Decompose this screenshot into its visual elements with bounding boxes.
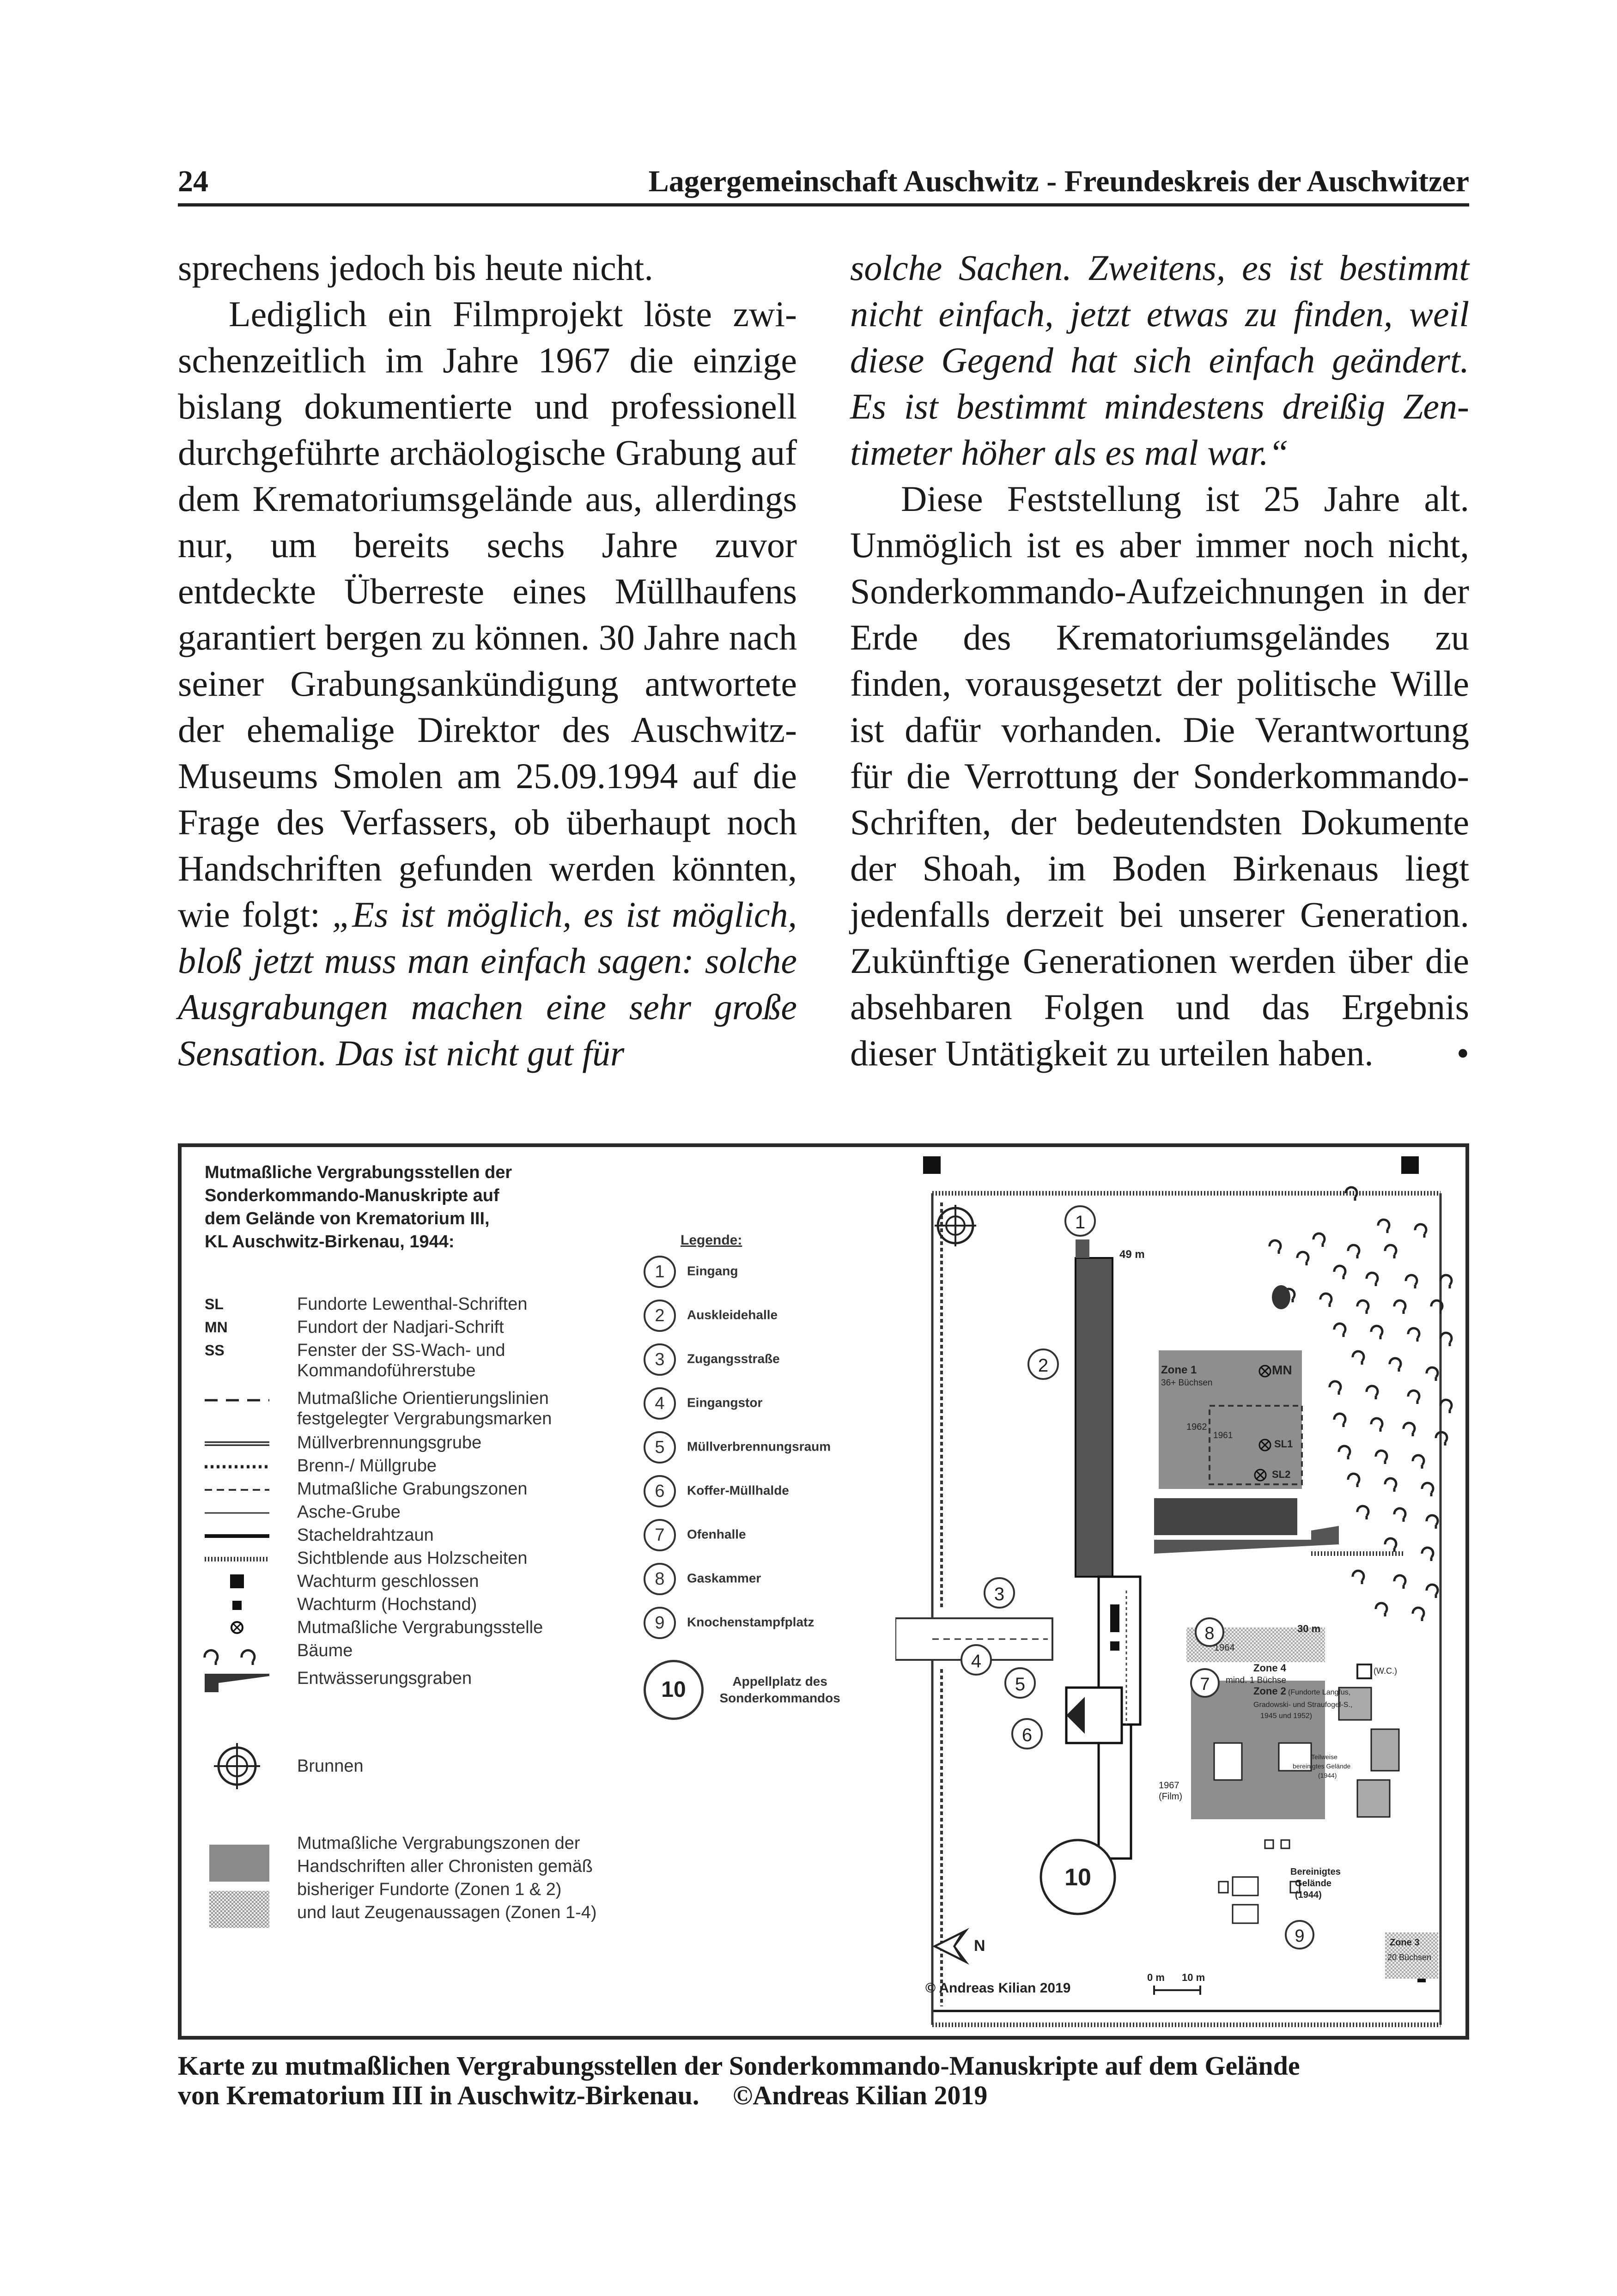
- end-mark: •: [1456, 1033, 1469, 1073]
- quote-end: solche Sachen. Zweitens, es ist bestimmt nicht einfach, jetzt etwas zu finden, weil diese Gegend hat sich einfach geändert. Es ist bestimmt mindestens dreißig Zentimeter höher als es mal war.“: [850, 248, 1469, 473]
- plan-label: 36+ Büchsen: [1161, 1378, 1213, 1388]
- legend-number-row: [644, 1519, 746, 1551]
- legend-heading: Legende:: [681, 1233, 742, 1248]
- left-paragraph-1: sprechens jedoch bis heute nicht.: [178, 248, 653, 288]
- plan-label: bereinigtes Gelände: [1293, 1762, 1351, 1770]
- number-label: Müllverbrennungsraum: [687, 1439, 831, 1454]
- running-header: [178, 157, 1469, 207]
- number-circle: 4: [644, 1387, 676, 1420]
- number-circle: 1: [644, 1256, 676, 1288]
- plan-marker-number: 3: [994, 1584, 1005, 1604]
- plan-label: (1944): [1318, 1772, 1337, 1779]
- plan-label: 10 m: [1182, 1972, 1205, 1983]
- plan-label: (1944): [1295, 1890, 1322, 1900]
- right-paragraph-2-text: Diese Feststellung ist 25 Jahre alt. Unmöglich ist es aber immer noch nicht, Sonderkommando-Aufzeichnungen in der Erde des Krematoriumsgeländes zu finden, vorausgesetzt der politische Wille ist dafür vorhanden. Die Verantwortung für die Verrottung der Sonderkommando-Schriften, der bedeutendsten Dokumente der Shoah, im Boden Birkenaus liegt jedenfalls derzeit bei unserer Generation. Zukünftige Generationen werden über die absehbaren Folgen und das Ergebnis dieser Untätigkeit zu urteilen haben.: [850, 479, 1469, 1073]
- map-figure: [178, 1143, 1469, 2040]
- zone-legend-line: und laut Zeugenaussagen (Zonen 1-4): [297, 1903, 597, 1922]
- ash-pit: [1154, 1498, 1297, 1535]
- legend-number-row: [644, 1387, 762, 1420]
- blob-marker: [1272, 1285, 1290, 1309]
- checker-zone-swatch: [209, 1891, 269, 1928]
- legend-label: Wachturm (Hochstand): [297, 1595, 477, 1614]
- number-circle: 7: [644, 1519, 676, 1551]
- plan-label: Teilweise: [1311, 1753, 1337, 1761]
- plan-marker-number: 7: [1200, 1675, 1210, 1694]
- plan-label: 1962: [1186, 1422, 1207, 1432]
- number-circle: 5: [644, 1431, 676, 1464]
- right-column: [850, 245, 1469, 1076]
- legend-label: Stacheldrahtzaun: [297, 1525, 434, 1545]
- plan-marker-number: 2: [1038, 1355, 1049, 1376]
- map-title-line: Mutmaßliche Vergrabungsstellen der: [205, 1163, 512, 1182]
- number-circle-large: 10: [644, 1660, 704, 1720]
- plan-label: Zone 4: [1253, 1662, 1286, 1674]
- plan-label: Zone 2: [1253, 1685, 1286, 1697]
- running-title: Lagergemeinschaft Auschwitz - Freundeskreis der Auschwitzer: [648, 164, 1469, 198]
- plan-label: Zone 3: [1390, 1938, 1420, 1948]
- legend-label: festgelegter Vergrabungsmarken: [297, 1409, 552, 1428]
- number-label: Koffer-Müllhalde: [687, 1483, 789, 1498]
- abbr-text-cont: Kommandoführerstube: [297, 1361, 476, 1380]
- number-circle: 9: [644, 1607, 676, 1639]
- legend-label: Mutmaßliche Orientierungslinien: [297, 1389, 549, 1408]
- plan-marker-number: 9: [1295, 1926, 1305, 1946]
- number-label: Auskleidehalle: [687, 1307, 778, 1322]
- plan-label: 1967: [1159, 1780, 1179, 1791]
- appell-label-1: Appellplatz des: [732, 1674, 827, 1689]
- plan-label: Gradowski- und Straufogel-S.,: [1253, 1701, 1353, 1709]
- plan-marker-number: 10: [1064, 1864, 1091, 1891]
- plan-marker-number: 4: [971, 1651, 982, 1671]
- watchtower-icon: [923, 1156, 941, 1174]
- map-title-line: KL Auschwitz-Birkenau, 1944:: [205, 1232, 455, 1251]
- tower-high-icon: [232, 1601, 242, 1610]
- appell-row: [644, 1660, 840, 1720]
- number-label: Gaskammer: [687, 1571, 761, 1585]
- abbr-code: MN: [205, 1319, 228, 1336]
- north-label: N: [974, 1937, 985, 1955]
- plan-marker-number: 5: [1015, 1674, 1026, 1695]
- abbr-code: SL: [205, 1296, 224, 1312]
- legend-number-row: [644, 1563, 761, 1595]
- map-title: [205, 1161, 512, 1253]
- north-arrow-icon: [932, 1928, 969, 1965]
- legend-label: Asche-Grube: [297, 1502, 401, 1522]
- plan-label: (W.C.): [1374, 1666, 1397, 1676]
- undressing-hall: [1076, 1258, 1112, 1577]
- plan-label: 20 Büchsen: [1387, 1953, 1432, 1962]
- legend-label: Mutmaßliche Grabungszonen: [297, 1479, 528, 1499]
- number-label: Eingang: [687, 1263, 738, 1278]
- left-column: [178, 245, 797, 1076]
- plan-label: MN: [1272, 1363, 1292, 1377]
- plan-label: 1945 und 1952): [1260, 1712, 1313, 1720]
- abbr-text: Fenster der SS-Wach- und: [297, 1341, 505, 1360]
- abbr-text: Fundort der Nadjari-Schrift: [297, 1318, 504, 1337]
- legend-number-row: [644, 1431, 831, 1464]
- grey-zone-swatch: [209, 1845, 269, 1882]
- plan-label: Gelände: [1295, 1878, 1331, 1889]
- legend-number-row: [644, 1607, 814, 1639]
- legend-label: Entwässerungsgraben: [297, 1669, 472, 1688]
- plan-label: SL1: [1274, 1438, 1293, 1450]
- legend-label: Brenn-/ Müllgrube: [297, 1456, 437, 1476]
- appell-label-2: Sonderkommandos: [719, 1691, 840, 1705]
- plan-label: mind. 1 Büchse: [1226, 1676, 1286, 1685]
- legend-label: Wachturm geschlossen: [297, 1572, 479, 1591]
- plan-label: 1964: [1214, 1643, 1235, 1653]
- plan-label: Bereinigtes: [1290, 1867, 1341, 1877]
- legend-number-row: [644, 1300, 778, 1332]
- number-circle: 2: [644, 1300, 676, 1332]
- drainage-ditch-icon: [205, 1674, 269, 1692]
- zone-legend-line: Handschriften aller Chronisten gemäß: [297, 1857, 593, 1876]
- caption-line-2: [178, 2081, 1469, 2110]
- left-paragraph-2-text: Lediglich ein Filmprojekt löste zwischenzeitlich im Jahre 1967 die einzige bislang dokumentierte und professionell durchgeführte archäologische Grabung auf dem Krematoriumsgelände aus, allerdings nur, um bereits sechs Jahre zuvor entdeckte Überreste eines Müllhaufens garantiert bergen zu können. 30 Jahre nach seiner Grabungsankündigung antwortete der ehemalige Direktor des Auschwitz-Museums Smolen am 25.09.1994 auf die Frage des Verfassers, ob überhaupt noch Handschriften gefunden werden könnten, wie folgt:: [178, 294, 797, 935]
- plan-label: (Film): [1159, 1792, 1183, 1802]
- zone-legend-line: Mutmaßliche Vergrabungszonen der: [297, 1834, 580, 1853]
- well-icon: [209, 1743, 274, 1794]
- number-label: Knochenstampfplatz: [687, 1615, 815, 1629]
- left-paragraph-2: [178, 291, 797, 1076]
- caption-line-1: Karte zu mutmaßlichen Vergrabungsstellen der Sonderkommando-Manuskripte auf dem Gelände: [178, 2051, 1300, 2081]
- plan-label: 1961: [1213, 1431, 1233, 1440]
- plan-label: SL2: [1272, 1469, 1291, 1480]
- figure-caption: [178, 2051, 1469, 2110]
- zone-legend-line: bisheriger Fundorte (Zonen 1 & 2): [297, 1880, 562, 1899]
- map-legend: [182, 1147, 893, 2036]
- legend-label: Müllverbrennungsgrube: [297, 1433, 482, 1452]
- legend-label: Brunnen: [297, 1756, 364, 1776]
- right-paragraph-2: [850, 476, 1469, 1076]
- watchtower-icon: [1401, 1156, 1419, 1174]
- quote-start: „Es ist möglich, es ist möglich, bloß jetzt muss man einfach sagen: solche Ausgrabungen machen eine sehr große Sensation. Das ist nicht gut für: [178, 894, 797, 1073]
- appell-label: [719, 1673, 840, 1707]
- tree-icon: [242, 1650, 255, 1665]
- abbr-code: SS: [205, 1342, 225, 1359]
- legend-label: Sichtblende aus Holzscheiten: [297, 1549, 528, 1568]
- number-label: Ofenhalle: [687, 1527, 746, 1542]
- number-circle: 3: [644, 1343, 676, 1376]
- legend-number-row: [644, 1343, 780, 1376]
- plan-label: (Fundorte Langfus,: [1288, 1689, 1351, 1696]
- caption-line-2a: von Krematorium III in Auschwitz-Birkenau.: [178, 2080, 699, 2110]
- map-title-line: Sonderkommando-Manuskripte auf: [205, 1186, 499, 1205]
- plan-label: 30 m: [1297, 1623, 1321, 1634]
- plan-marker-number: 1: [1075, 1212, 1086, 1233]
- legend-label: Mutmaßliche Vergrabungsstelle: [297, 1618, 543, 1637]
- zone-swatches: [209, 1840, 279, 1932]
- caption-line-2b: ©Andreas Kilian 2019: [732, 2080, 988, 2110]
- legend-line-symbols: [200, 1387, 292, 1711]
- legend-number-row: [644, 1475, 789, 1507]
- tree-icon: [205, 1650, 218, 1665]
- number-circle: 6: [644, 1475, 676, 1507]
- tower-closed-icon: [230, 1574, 244, 1588]
- legend-label: Bäume: [297, 1641, 353, 1660]
- copyright-label: © Andreas Kilian 2019: [925, 1980, 1071, 1996]
- map-title-line: dem Gelände von Krematorium III,: [205, 1209, 490, 1228]
- plan-marker-number: 6: [1021, 1725, 1033, 1745]
- site-plan: [895, 1147, 1466, 2036]
- plan-marker-number: 8: [1204, 1624, 1215, 1643]
- page-number: 24: [178, 164, 208, 198]
- abbr-text: Fundorte Lewenthal-Schriften: [297, 1294, 528, 1314]
- number-label: Zugangsstraße: [687, 1351, 780, 1366]
- number-label: Eingangstor: [687, 1395, 763, 1410]
- plan-label: Zone 1: [1161, 1364, 1197, 1376]
- number-circle: 8: [644, 1563, 676, 1595]
- legend-number-row: [644, 1256, 738, 1288]
- plan-label: 0 m: [1147, 1972, 1165, 1983]
- plan-label: 49 m: [1119, 1248, 1145, 1261]
